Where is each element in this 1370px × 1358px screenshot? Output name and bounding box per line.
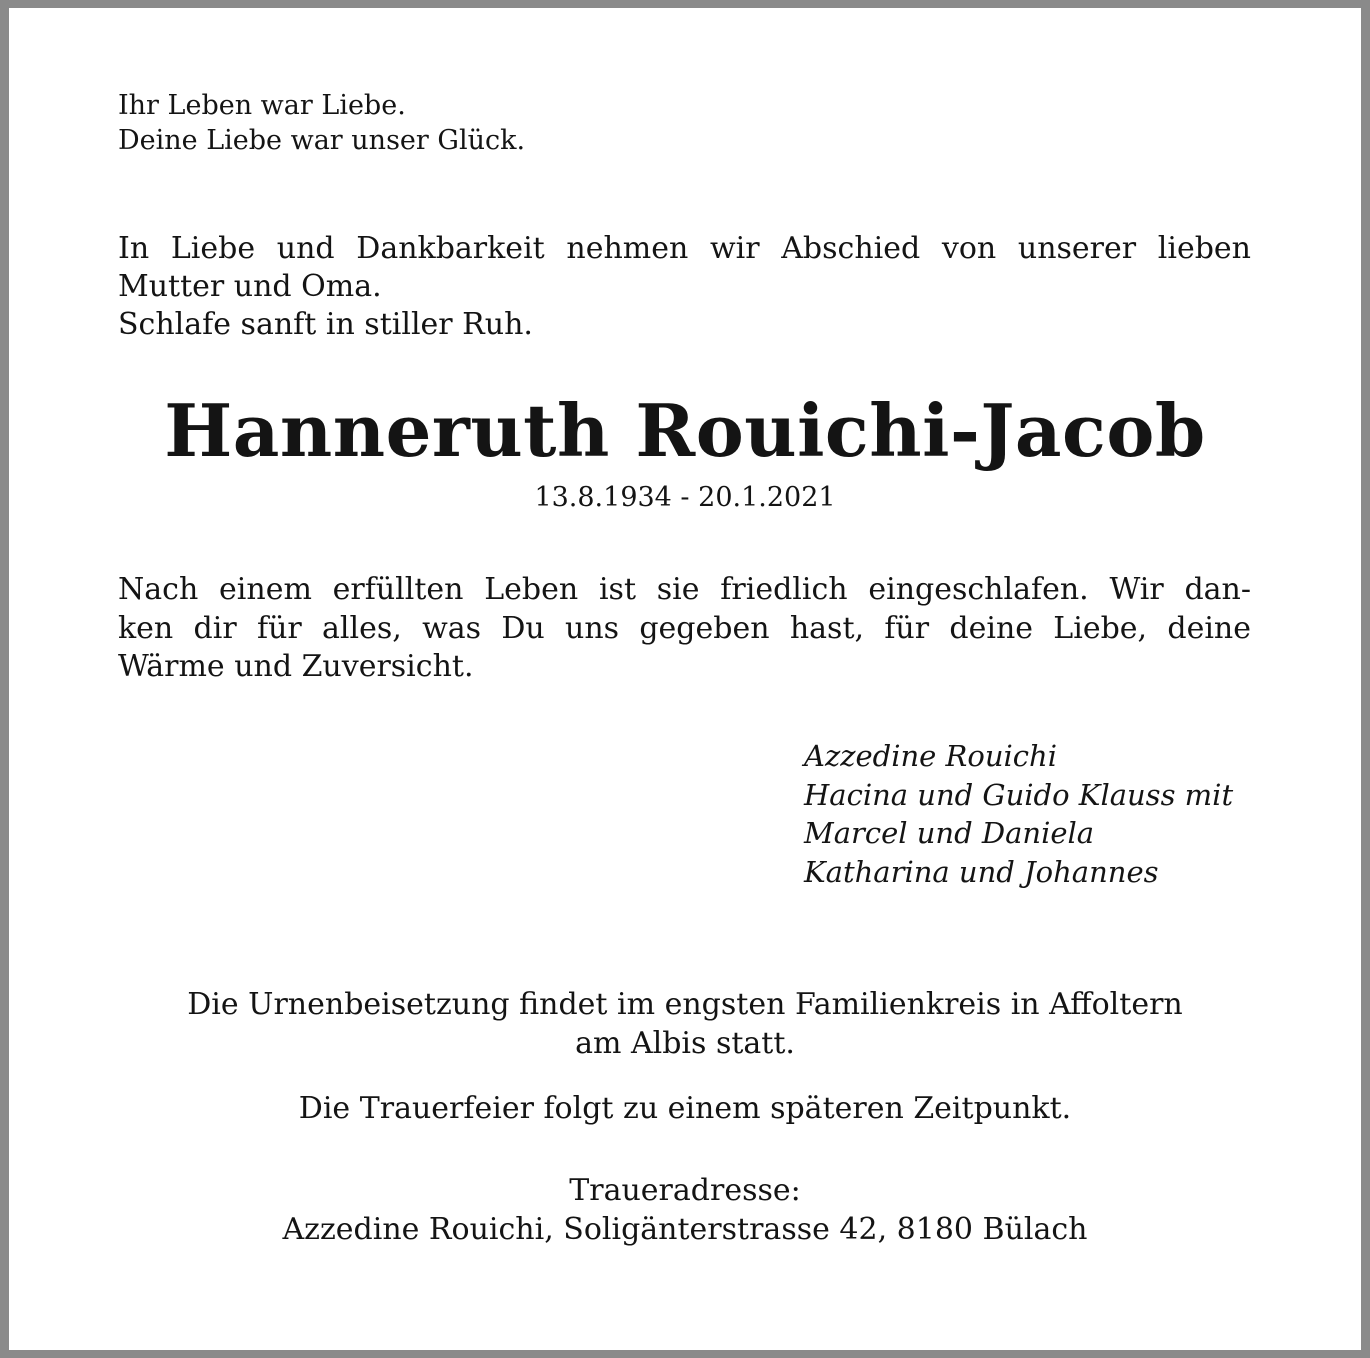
mourning-address — [69, 1172, 1301, 1249]
mourners-list — [804, 737, 1344, 891]
obituary-notice — [9, 8, 1361, 1350]
funeral-notice: Die Trauerfeier folgt zu einem späteren Zeitpunkt. — [298, 1091, 1072, 1126]
burial-line: Die Urnenbeisetzung findet im engsten Familienkreis in Affoltern — [187, 987, 1183, 1022]
motto-line: Ihr Leben war Liebe. — [118, 90, 406, 121]
intro-line: In Liebe und Dankbarkeit nehmen wir Abschied von unserer lieben — [118, 231, 1251, 266]
motto-line: Deine Liebe war unser Glück. — [118, 125, 526, 156]
motto — [118, 88, 1251, 158]
farewell-intro — [118, 230, 1251, 344]
mourner-name: Marcel und Daniela — [804, 816, 1095, 850]
message-line: Wärme und Zuversicht. — [118, 649, 474, 684]
message-line: Nach einem erfüllten Leben ist sie friedlich eingeschlafen. Wir dan- — [118, 572, 1251, 607]
tribute-message — [118, 571, 1251, 687]
burial-notice — [69, 986, 1301, 1063]
intro-line: Schlafe sanft in stiller Ruh. — [118, 307, 533, 342]
mourner-name: Katharina und Johannes — [804, 854, 1159, 889]
burial-line: am Albis statt. — [575, 1025, 795, 1061]
mourner-name: Azzedine Rouichi — [804, 739, 1057, 773]
address-value: Azzedine Rouichi, Soligänterstrasse 42, 8180 Bülach — [282, 1211, 1088, 1247]
address-label: Traueradresse: — [569, 1173, 801, 1208]
intro-line: Mutter und Oma. — [118, 269, 382, 304]
message-line: ken dir für alles, was Du uns gegeben hast, für deine Liebe, deine — [118, 610, 1251, 646]
deceased-name: Hanneruth Rouichi-Jacob — [164, 388, 1206, 473]
life-dates: 13.8.1934 - 20.1.2021 — [534, 482, 836, 513]
mourner-name: Hacina und Guido Klauss mit — [804, 777, 1234, 812]
